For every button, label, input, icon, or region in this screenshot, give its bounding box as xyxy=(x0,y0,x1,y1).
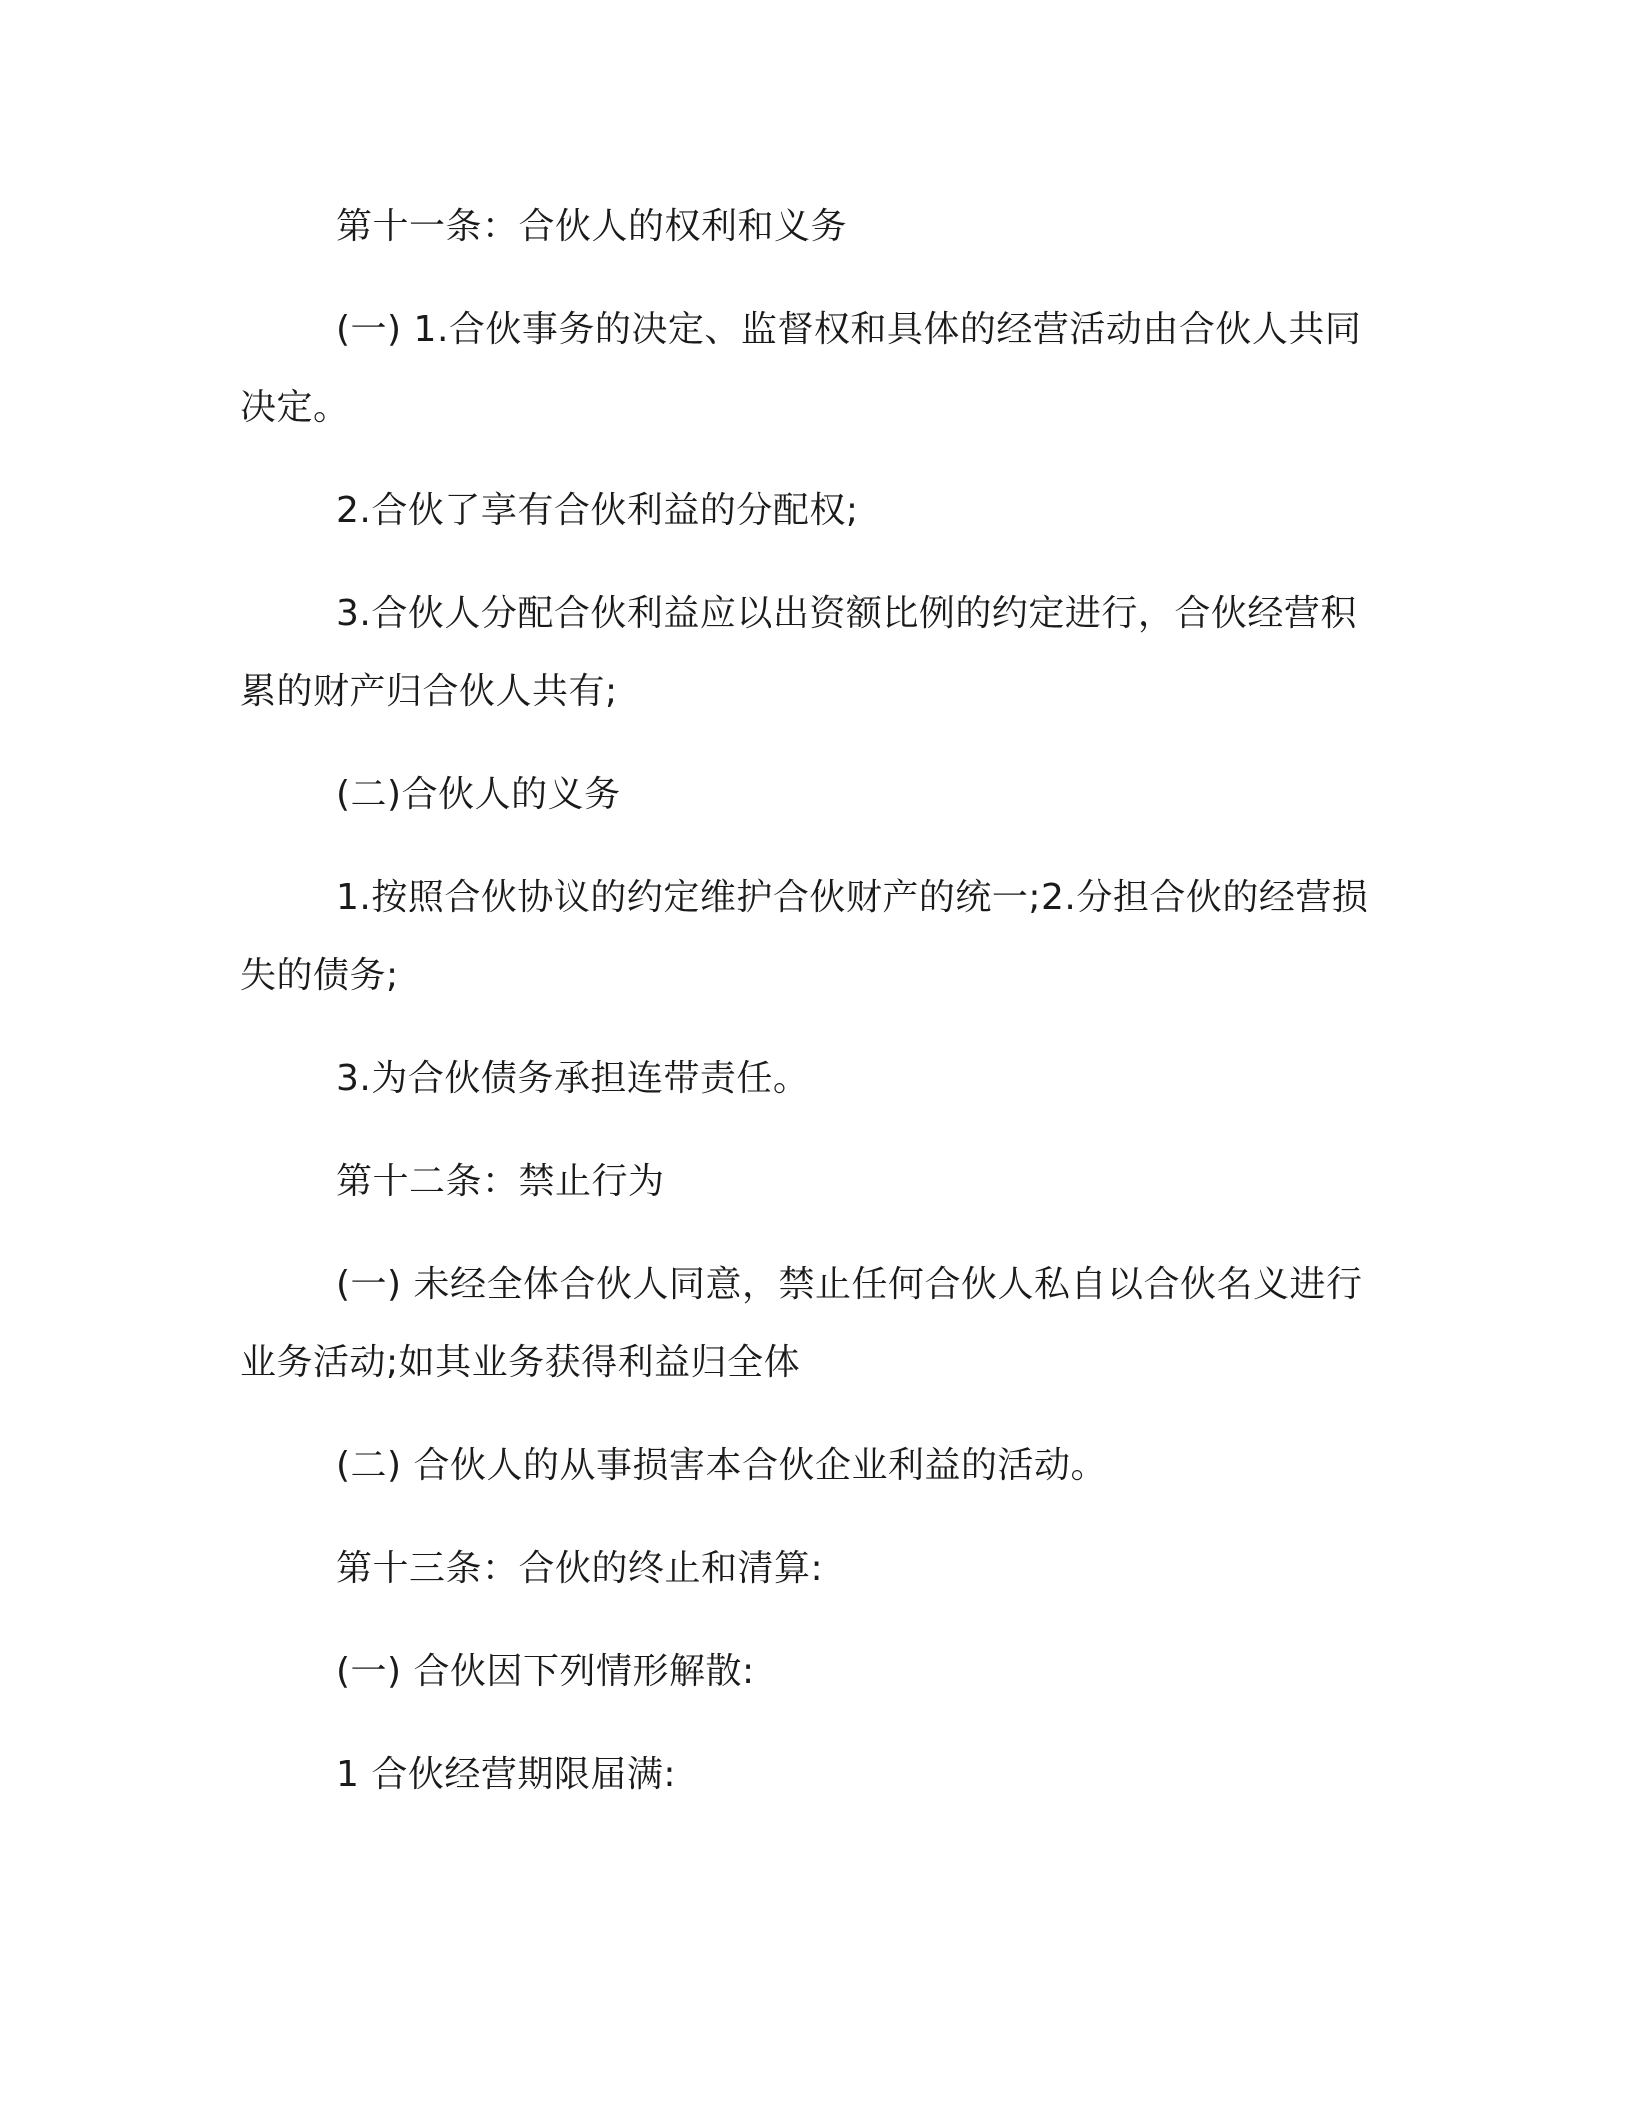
article-13-clause-1: (一) 合伙因下列情形解散: xyxy=(336,1651,755,1692)
article-12-clause-1: (一) 未经全体合伙人同意，禁止任何合伙人私自以合伙名义进行业务活动;如其业务获得利益归全体 xyxy=(240,1264,1363,1383)
document-body xyxy=(240,188,1380,1839)
article-11-obligations-heading: (二)合伙人的义务 xyxy=(336,774,621,815)
article-12-heading: 第十二条：禁止行为 xyxy=(336,1161,665,1202)
article-11-clause-2-1: 1.按照合伙协议的约定维护合伙财产的统一;2.分担合伙的经营损失的债务; xyxy=(240,877,1369,996)
article-11-clause-1-1: (一) 1.合伙事务的决定、监督权和具体的经营活动由合伙人共同决定。 xyxy=(240,309,1362,428)
article-11-clause-2-3: 3.为合伙债务承担连带责任。 xyxy=(336,1058,810,1099)
article-13-heading: 第十三条：合伙的终止和清算: xyxy=(336,1548,824,1589)
article-11-clause-1-2: 2.合伙了享有合伙利益的分配权; xyxy=(336,490,859,531)
article-11-heading: 第十一条：合伙人的权利和义务 xyxy=(336,206,848,247)
article-13-item-1: 1 合伙经营期限届满: xyxy=(336,1754,676,1795)
article-12-clause-2: (二) 合伙人的从事损害本合伙企业利益的活动。 xyxy=(336,1445,1108,1486)
article-11-clause-1-3: 3.合伙人分配合伙利益应以出资额比例的约定进行，合伙经营积累的财产归合伙人共有; xyxy=(240,593,1357,712)
